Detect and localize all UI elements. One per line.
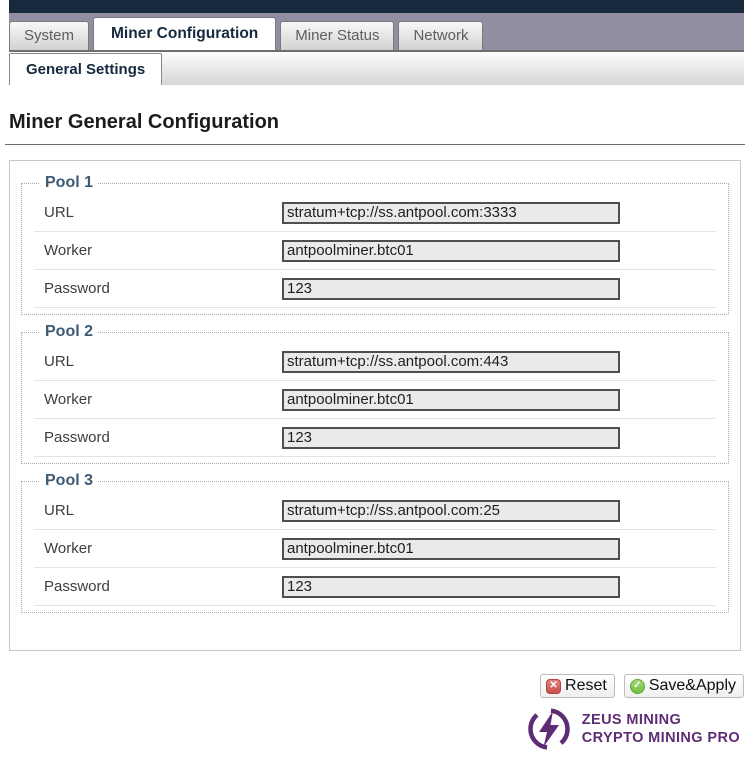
pool2-password-label: Password [44,429,110,446]
tab-miner-status[interactable]: Miner Status [280,21,394,50]
pool2-password-row [34,419,716,457]
pool3-fieldset [21,472,729,613]
page-title: Miner General Configuration [9,111,280,133]
pool3-url-input[interactable] [282,500,620,522]
save-apply-button[interactable] [624,674,744,698]
pool3-legend: Pool 3 [45,472,94,489]
pool1-url-row [34,194,716,232]
pool2-password-input[interactable] [282,427,620,449]
pool3-worker-label: Worker [44,540,93,557]
sub-tab-bar [9,52,744,85]
top-strip [9,0,744,13]
pool1-worker-label: Worker [44,242,93,259]
logo-line2: CRYPTO MINING PRO [581,730,740,746]
title-divider [5,144,745,145]
pool3-worker-row [34,530,716,568]
reset-button-label: Reset [565,677,607,694]
pool1-password-label: Password [44,280,110,297]
pool2-url-input[interactable] [282,351,620,373]
tab-network[interactable]: Network [398,21,483,50]
logo-line1: ZEUS MINING [581,711,682,728]
tab-system[interactable]: System [9,21,89,50]
reset-x-icon: ✕ [546,679,561,694]
pool-configuration-box [9,160,741,651]
save-check-icon: ✓ [630,679,645,694]
pool3-url-row [34,492,716,530]
main-tab-bar [9,13,744,52]
pool1-legend: Pool 1 [45,174,94,191]
subtab-general-settings[interactable]: General Settings [9,53,162,85]
logo-text [582,711,740,747]
pool2-worker-input[interactable] [282,389,620,411]
pool2-url-label: URL [44,353,75,370]
zeus-mining-logo [0,706,740,752]
lightning-bolt-icon [526,706,572,752]
pool3-url-label: URL [44,502,75,519]
pool1-password-input[interactable] [282,278,620,300]
pool3-password-row [34,568,716,606]
tab-miner-configuration[interactable]: Miner Configuration [93,17,276,50]
pool1-fieldset [21,174,729,315]
pool2-fieldset [21,323,729,464]
pool1-url-input[interactable] [282,202,620,224]
pool3-password-label: Password [44,578,110,595]
save-apply-button-label: Save&Apply [648,677,736,694]
pool2-url-row [34,343,716,381]
action-bar [0,674,744,698]
pool3-password-input[interactable] [282,576,620,598]
pool1-url-label: URL [44,204,75,221]
pool3-worker-input[interactable] [282,538,620,560]
pool2-legend: Pool 2 [45,323,94,340]
reset-button[interactable] [540,674,615,698]
pool2-worker-row [34,381,716,419]
pool1-worker-row [34,232,716,270]
pool2-worker-label: Worker [44,391,93,408]
pool1-password-row [34,270,716,308]
pool1-worker-input[interactable] [282,240,620,262]
